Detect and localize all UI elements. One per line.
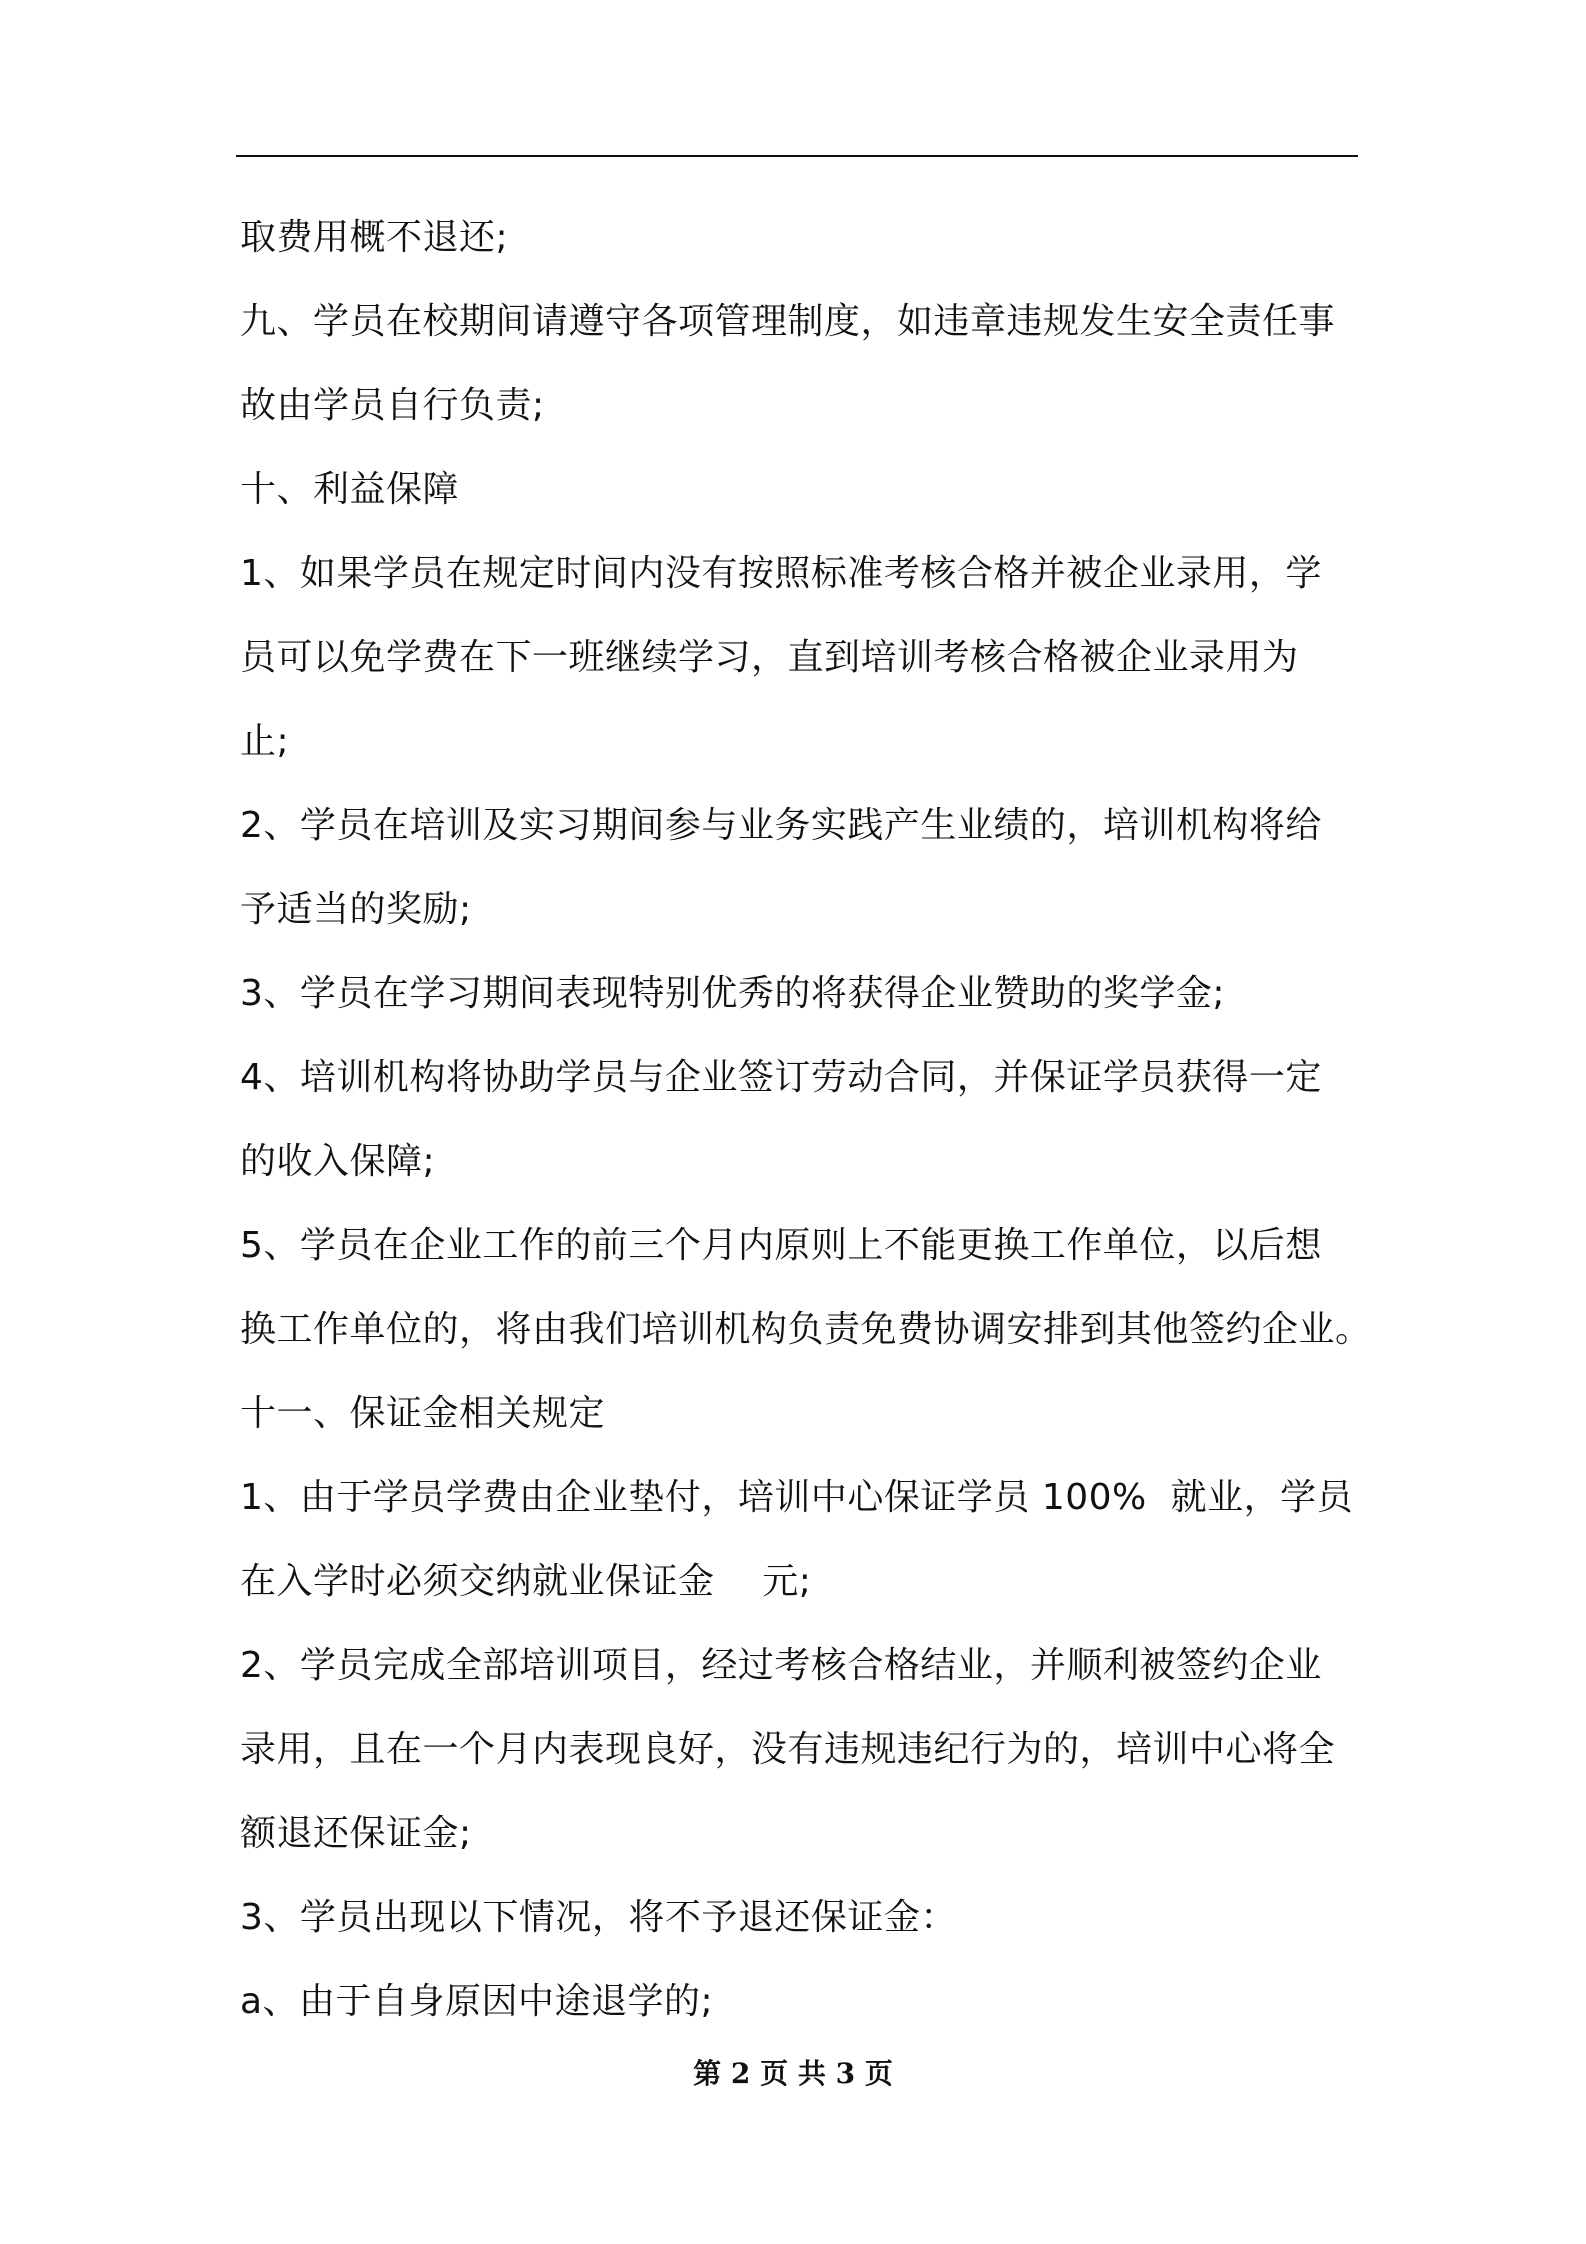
text-line: 换工作单位的，将由我们培训机构负责免费协调安排到其他签约企业。 [240,1309,1372,1350]
header-rule [236,155,1358,157]
section-heading: 十、利益保障 [240,469,460,510]
text-line: 的收入保障; [240,1141,436,1182]
text-line: 予适当的奖励; [240,889,472,930]
text-line: 录用，且在一个月内表现良好，没有违规违纪行为的，培训中心将全 [240,1729,1336,1770]
section-heading: 十一、保证金相关规定 [240,1393,606,1434]
page-number-footer: 第 2 页 共 3 页 [693,2057,893,2090]
text-line: 九、学员在校期间请遵守各项管理制度，如违章违规发生安全责任事 [240,301,1336,342]
text-line: 止; [240,721,290,762]
text-line: 在入学时必须交纳就业保证金 元; [240,1561,812,1602]
text-line: 3、学员出现以下情况，将不予退还保证金： [240,1897,957,1938]
text-line: 2、学员完成全部培训项目，经过考核合格结业，并顺利被签约企业 [240,1645,1322,1686]
text-line: 5、学员在企业工作的前三个月内原则上不能更换工作单位，以后想 [240,1225,1322,1266]
document-body [240,196,1380,2044]
text-line: 员可以免学费在下一班继续学习，直到培训考核合格被企业录用为 [240,637,1299,678]
text-line: 1、如果学员在规定时间内没有按照标准考核合格并被企业录用，学 [240,553,1322,594]
text-line: 4、培训机构将协助学员与企业签订劳动合同，并保证学员获得一定 [240,1057,1322,1098]
text-line: 1、由于学员学费由企业垫付，培训中心保证学员 100% 就业，学员 [240,1477,1354,1518]
text-line: a、由于自身原因中途退学的; [240,1981,714,2022]
text-line: 2、学员在培训及实习期间参与业务实践产生业绩的，培训机构将给 [240,805,1322,846]
text-line: 3、学员在学习期间表现特别优秀的将获得企业赞助的奖学金; [240,973,1226,1014]
text-line: 取费用概不退还; [240,217,509,258]
text-line: 额退还保证金; [240,1813,472,1854]
text-line: 故由学员自行负责; [240,385,545,426]
